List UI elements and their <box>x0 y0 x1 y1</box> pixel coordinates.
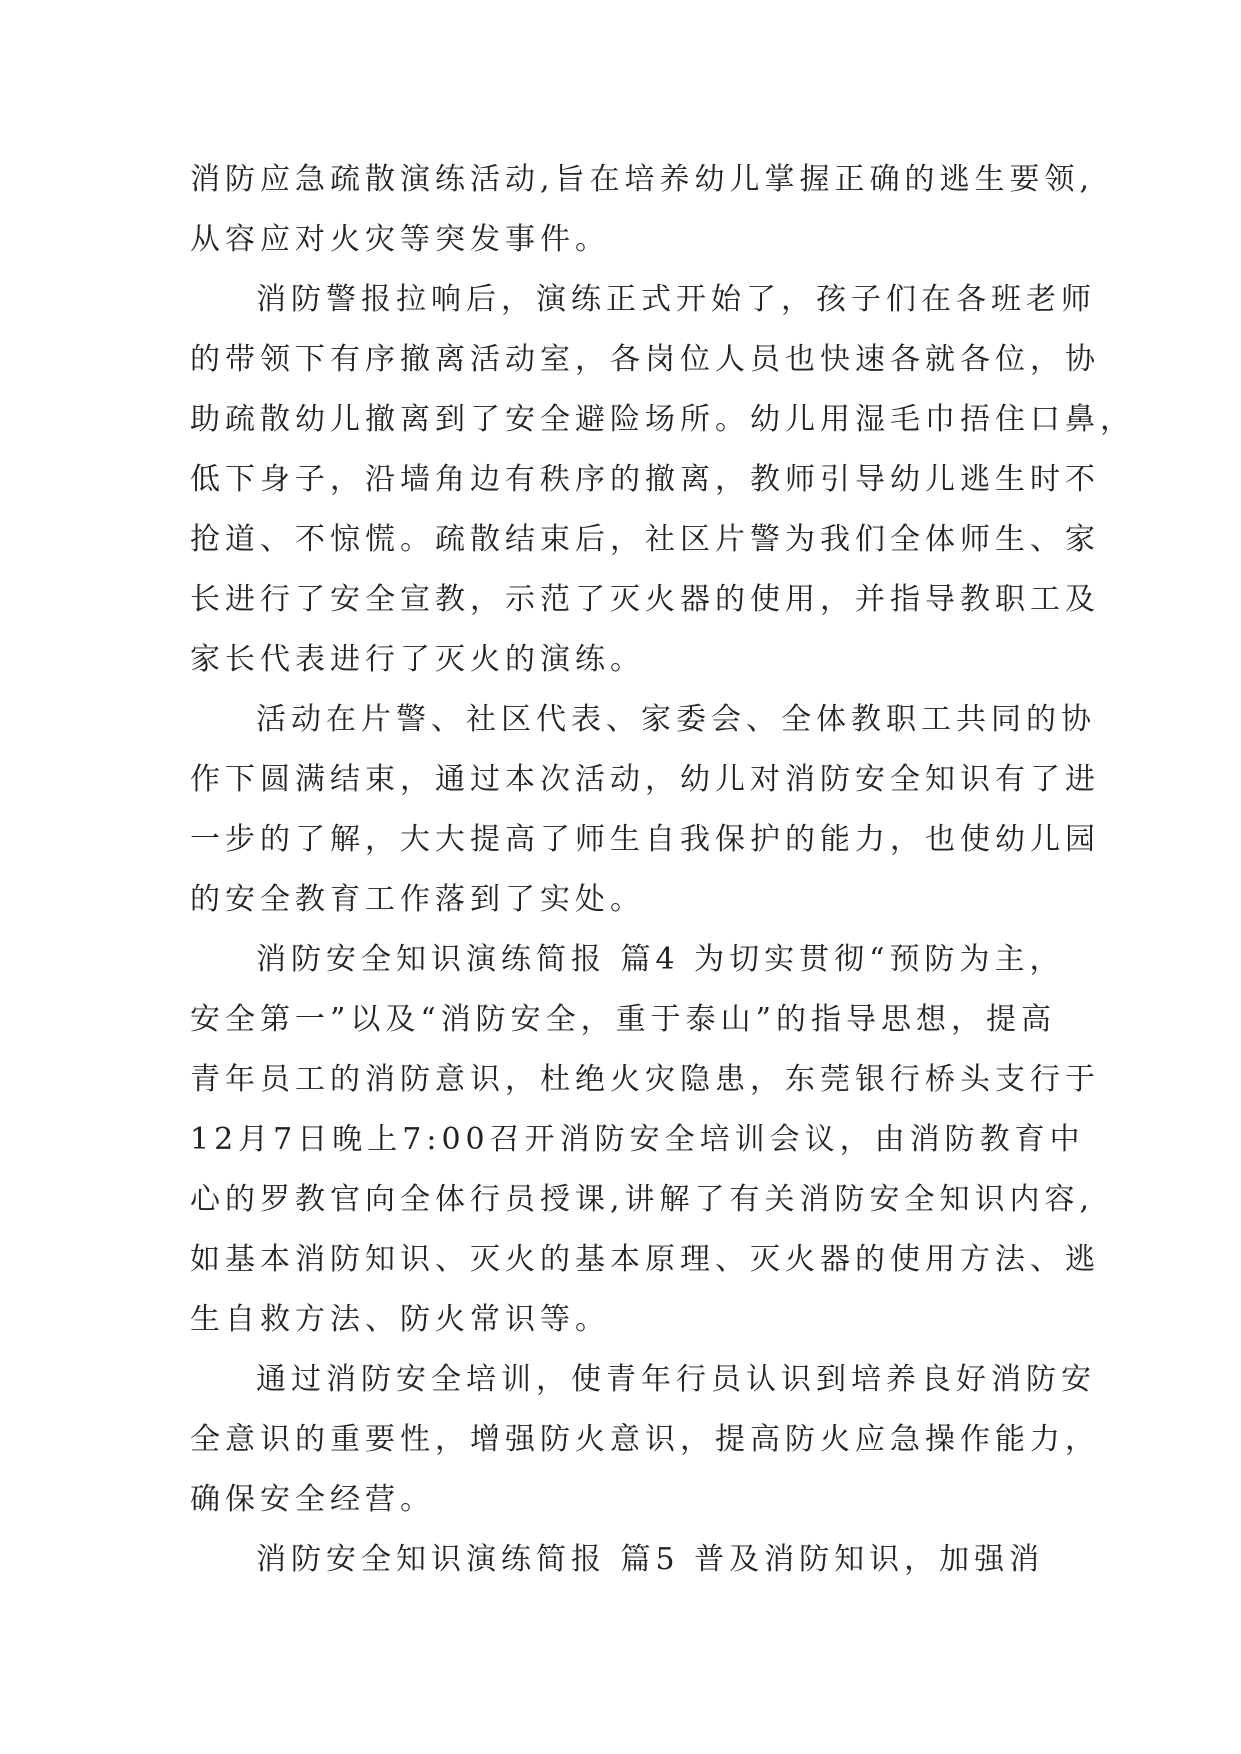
text-line: 抢道、不惊慌。疏散结束后，社区片警为我们全体师生、家 <box>190 522 1100 557</box>
text-line: 生自救方法、防火常识等。 <box>190 1302 610 1337</box>
text-line: 消防警报拉响后，演练正式开始了，孩子们在各班老师 <box>256 282 1096 317</box>
document-body <box>190 150 1135 1590</box>
text-line: 家长代表进行了灭火的演练。 <box>190 642 645 677</box>
text-line: 心的罗教官向全体行员授课,讲解了有关消防安全知识内容, <box>190 1182 1095 1217</box>
text-line: 一步的了解，大大提高了师生自我保护的能力，也使幼儿园 <box>190 822 1100 857</box>
text-line: 12月7日晚上7:00召开消防安全培训会议，由消防教育中 <box>190 1122 1085 1157</box>
text-line: 助疏散幼儿撤离到了安全避险场所。幼儿用湿毛巾捂住口鼻， <box>190 402 1135 437</box>
text-line: 消防安全知识演练简报 篇4 为切实贯彻“预防为主， <box>256 942 1065 977</box>
text-line: 低下身子，沿墙角边有秩序的撤离，教师引导幼儿逃生时不 <box>190 462 1100 497</box>
text-line: 消防安全知识演练简报 篇5 普及消防知识，加强消 <box>256 1542 1045 1577</box>
text-line: 如基本消防知识、灭火的基本原理、灭火器的使用方法、逃 <box>190 1242 1100 1277</box>
text-line: 消防应急疏散演练活动,旨在培养幼儿掌握正确的逃生要领, <box>190 162 1095 197</box>
text-line: 全意识的重要性，增强防火意识，提高防火应急操作能力， <box>190 1422 1100 1457</box>
text-line: 作下圆满结束，通过本次活动，幼儿对消防安全知识有了进 <box>190 762 1100 797</box>
text-line: 活动在片警、社区代表、家委会、全体教职工共同的协 <box>256 702 1096 737</box>
text-line: 通过消防安全培训，使青年行员认识到培养良好消防安 <box>256 1362 1096 1397</box>
text-line: 的带领下有序撤离活动室，各岗位人员也快速各就各位，协 <box>190 342 1100 377</box>
text-line: 青年员工的消防意识，杜绝火灾隐患，东莞银行桥头支行于 <box>190 1062 1100 1097</box>
text-line: 长进行了安全宣教，示范了灭火器的使用，并指导教职工及 <box>190 582 1100 617</box>
text-line: 安全第一”以及“消防安全，重于泰山”的指导思想，提高 <box>190 1002 1057 1037</box>
text-line: 的安全教育工作落到了实处。 <box>190 882 645 917</box>
text-line: 从容应对火灾等突发事件。 <box>190 222 610 257</box>
text-line: 确保安全经营。 <box>190 1482 435 1517</box>
